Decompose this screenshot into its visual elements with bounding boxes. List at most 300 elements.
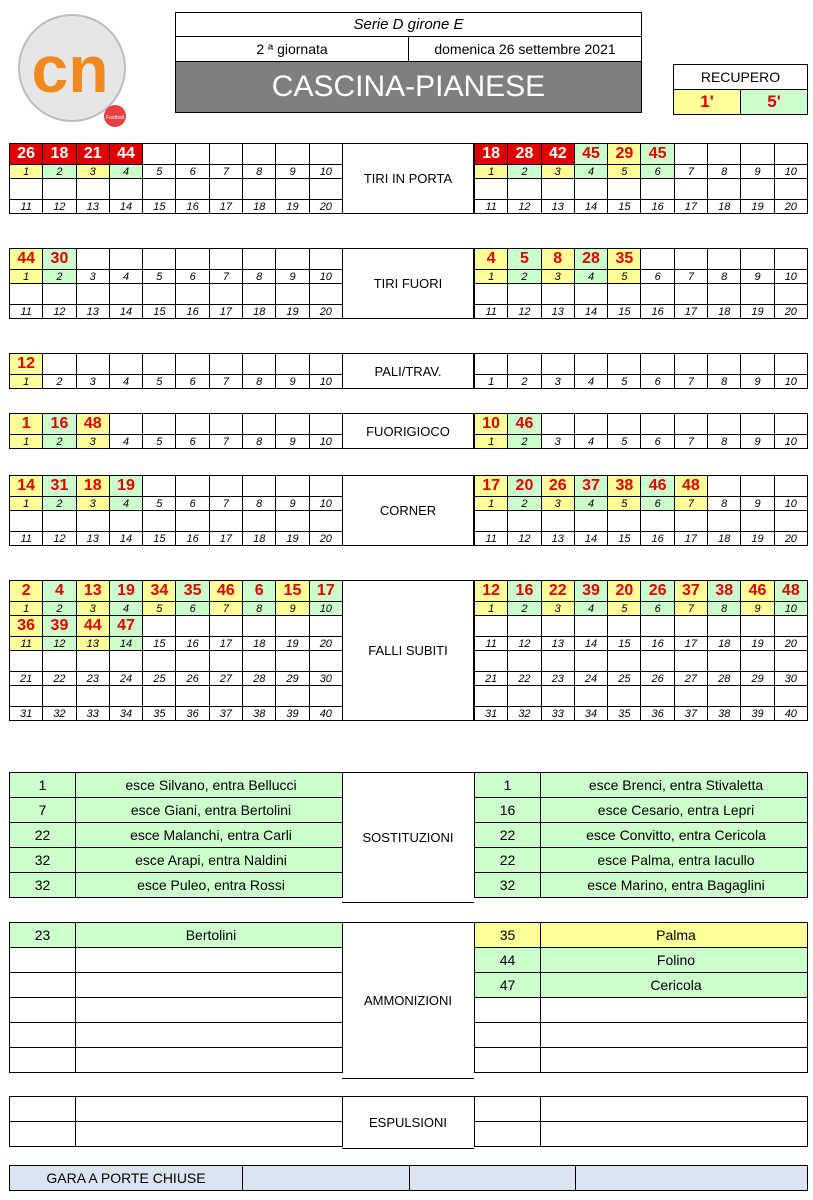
stat-value: 17 [309,581,342,602]
stat-index: 1 [475,165,508,179]
stat-value [608,651,641,672]
recupero-table [673,64,808,115]
stat-index: 22 [508,672,541,686]
competition: Serie D girone E [176,13,642,37]
stat-index: 35 [143,707,176,721]
ammonizioni-home [9,922,343,1073]
stat-value [176,511,209,532]
stat-value [508,651,541,672]
ammonizioni-block [9,922,807,1079]
stat-index: 5 [143,497,176,511]
stat-value: 28 [508,144,541,165]
stat-index: 11 [10,532,43,546]
stat-value [741,414,774,435]
stat-value: 46 [508,414,541,435]
stat-index: 21 [475,672,508,686]
stat-index: 7 [209,270,242,284]
stat-index: 16 [641,637,674,651]
stat-index: 6 [176,165,209,179]
stat-index: 10 [774,602,807,616]
stat-index: 21 [10,672,43,686]
stat-value [176,179,209,200]
stat-index: 1 [10,602,43,616]
stat-value [708,249,741,270]
stat-index: 1 [475,435,508,449]
stat-value [641,354,674,375]
stat-index: 6 [641,602,674,616]
recupero-first-half: 1' [674,90,741,115]
stat-value [143,476,176,497]
stat-index: 2 [43,602,76,616]
stat-value: 16 [508,581,541,602]
stat-value [76,284,109,305]
stat-index: 12 [43,532,76,546]
fuorigioco-away-grid [474,413,808,449]
stat-value [674,144,707,165]
stat-value: 10 [475,414,508,435]
stat-value [574,414,607,435]
stat-index: 4 [109,375,142,389]
recupero-second-half: 5' [741,90,808,115]
stat-value [109,354,142,375]
stat-index: 2 [508,497,541,511]
stat-value [243,651,276,672]
stat-value [574,179,607,200]
stat-index: 3 [76,497,109,511]
stat-index: 13 [76,305,109,319]
stat-value: 39 [574,581,607,602]
stat-index: 7 [209,602,242,616]
stat-index: 14 [574,637,607,651]
list-text: Cericola [541,973,808,998]
stat-index: 3 [76,165,109,179]
stat-index: 14 [574,532,607,546]
stat-index: 24 [109,672,142,686]
stat-value [276,179,309,200]
stat-value [309,354,342,375]
sostituzioni-block [9,772,807,904]
stat-value [209,511,242,532]
list-minute [10,998,76,1023]
stat-index: 18 [708,637,741,651]
stat-index: 26 [176,672,209,686]
stat-index: 11 [475,305,508,319]
list-text: Bertolini [76,923,343,948]
stat-value [43,284,76,305]
stat-value [608,179,641,200]
stat-value [43,354,76,375]
stat-value [574,284,607,305]
stat-index: 33 [541,707,574,721]
stat-index: 4 [574,375,607,389]
stat-index: 25 [608,672,641,686]
corner-away-grid [474,475,808,546]
stat-value: 20 [508,476,541,497]
stat-index: 10 [309,497,342,511]
stat-index: 30 [309,672,342,686]
stat-index: 16 [176,532,209,546]
stat-index: 10 [774,270,807,284]
stat-index: 20 [774,532,807,546]
stat-value [641,511,674,532]
stat-index: 33 [76,707,109,721]
stat-value [608,354,641,375]
stat-index: 12 [43,305,76,319]
stat-value [608,414,641,435]
stat-value [309,179,342,200]
stat-value: 12 [10,354,43,375]
stat-index: 2 [43,435,76,449]
stat-index: 19 [276,532,309,546]
stat-index: 39 [276,707,309,721]
espulsioni-label: ESPULSIONI [342,1096,474,1149]
stat-value [10,284,43,305]
stat-value [541,179,574,200]
stat-value [774,476,807,497]
stat-value [541,616,574,637]
stat-value [143,284,176,305]
stat-value: 4 [43,581,76,602]
stat-value: 37 [574,476,607,497]
stat-value: 42 [541,144,574,165]
match-title: CASCINA-PIANESE [176,62,642,113]
list-text [76,998,343,1023]
stat-index: 5 [608,602,641,616]
stat-value [508,354,541,375]
stat-value [209,249,242,270]
stat-value [276,616,309,637]
list-minute [10,1048,76,1073]
stat-index: 17 [674,532,707,546]
stat-index: 1 [475,270,508,284]
stat-index: 6 [641,165,674,179]
stat-index: 9 [741,165,774,179]
stat-value [176,414,209,435]
stat-value [243,249,276,270]
stat-index: 7 [674,270,707,284]
stat-index: 17 [209,637,242,651]
stat-index: 9 [741,435,774,449]
stat-value [243,616,276,637]
stat-index: 18 [708,305,741,319]
stat-value [774,179,807,200]
svg-text:cn: cn [31,32,109,106]
stat-index: 10 [309,435,342,449]
stat-index: 6 [176,602,209,616]
stat-value [76,249,109,270]
stat-index: 11 [475,637,508,651]
stat-value: 45 [641,144,674,165]
stat-index: 3 [76,270,109,284]
match-date: domenica 26 settembre 2021 [409,37,642,62]
stat-value [309,414,342,435]
stat-value [76,511,109,532]
stat-value: 16 [43,414,76,435]
stat-index: 19 [741,532,774,546]
stat-value [741,354,774,375]
list-text [76,948,343,973]
stat-index: 1 [10,165,43,179]
stat-index: 27 [674,672,707,686]
stat-value [774,414,807,435]
stat-index: 6 [176,375,209,389]
stat-value [774,686,807,707]
stat-index: 10 [774,497,807,511]
stat-value [309,476,342,497]
stat-index: 12 [43,200,76,214]
list-text [76,1023,343,1048]
footer-note: GARA A PORTE CHIUSE [10,1166,243,1191]
stat-index: 10 [309,270,342,284]
list-minute: 32 [10,873,76,898]
stat-index: 14 [109,305,142,319]
stat-value [674,354,707,375]
stat-value [541,686,574,707]
stat-value [475,651,508,672]
stat-value: 14 [10,476,43,497]
list-minute [10,1023,76,1048]
stat-index: 1 [10,270,43,284]
stat-index: 8 [708,602,741,616]
list-text: esce Malanchi, entra Carli [76,823,343,848]
stat-index: 13 [76,200,109,214]
stat-value: 35 [176,581,209,602]
stat-index: 31 [10,707,43,721]
list-minute [10,948,76,973]
stat-index: 5 [143,375,176,389]
stat-value [309,284,342,305]
stat-index: 7 [674,497,707,511]
logo-icon [10,12,135,130]
header-table [175,12,642,113]
stat-value: 44 [109,144,142,165]
stat-index: 20 [309,200,342,214]
stat-index: 4 [109,435,142,449]
list-minute: 7 [10,798,76,823]
stat-value [475,616,508,637]
stat-index: 10 [309,375,342,389]
stat-index: 30 [774,672,807,686]
list-text: esce Giani, entra Bertolini [76,798,343,823]
stat-value [176,616,209,637]
sostituzioni-home [9,772,343,898]
sostituzioni-label: SOSTITUZIONI [342,772,474,903]
stat-index: 15 [143,305,176,319]
stat-value [508,284,541,305]
stat-index: 20 [774,305,807,319]
stat-index: 12 [508,532,541,546]
stat-index: 14 [574,200,607,214]
stat-value [708,511,741,532]
stat-index: 5 [143,165,176,179]
stat-value [176,686,209,707]
stat-index: 34 [109,707,142,721]
stat-value [109,414,142,435]
recupero-label: RECUPERO [674,65,808,90]
stat-index: 40 [774,707,807,721]
list-minute [475,1048,541,1073]
stat-value [176,476,209,497]
svg-text:Football: Football [106,115,124,121]
stat-index: 6 [641,497,674,511]
stat-index: 9 [741,497,774,511]
stat-value [475,354,508,375]
stat-value [76,651,109,672]
stat-value: 8 [541,249,574,270]
stat-index: 18 [708,200,741,214]
stat-value [76,354,109,375]
stat-value: 26 [10,144,43,165]
tiri-in-porta-home-grid [9,143,343,214]
stat-index: 5 [608,497,641,511]
stat-value [76,686,109,707]
stat-index: 15 [608,532,641,546]
stat-value [708,414,741,435]
stat-index: 11 [10,200,43,214]
stat-value [774,354,807,375]
stat-index: 16 [176,305,209,319]
stat-value: 18 [475,144,508,165]
stat-index: 23 [541,672,574,686]
stat-index: 29 [276,672,309,686]
stat-index: 13 [541,200,574,214]
stat-index: 17 [674,305,707,319]
stat-index: 18 [243,637,276,651]
list-text: esce Palma, entra Iacullo [541,848,808,873]
falli-home-grid [9,580,343,721]
stat-value: 44 [76,616,109,637]
stat-index: 3 [541,497,574,511]
stat-index: 36 [176,707,209,721]
stat-value [243,179,276,200]
list-minute: 32 [475,873,541,898]
stat-value [76,179,109,200]
stat-index: 9 [276,165,309,179]
stat-index: 4 [109,602,142,616]
stat-value [641,284,674,305]
stat-value [309,651,342,672]
stat-value [774,616,807,637]
stat-value [608,616,641,637]
list-text: esce Puleo, entra Rossi [76,873,343,898]
stat-index: 10 [774,375,807,389]
stat-value [243,511,276,532]
stat-index: 27 [209,672,242,686]
stat-index: 8 [243,375,276,389]
stat-index: 7 [674,375,707,389]
stat-index: 16 [176,200,209,214]
stat-index: 4 [109,165,142,179]
stat-index: 3 [76,375,109,389]
stat-index: 17 [209,305,242,319]
list-text: esce Convitto, entra Cericola [541,823,808,848]
stat-value [209,179,242,200]
stat-value [109,284,142,305]
stat-value [43,651,76,672]
stat-index: 4 [574,270,607,284]
stat-value: 38 [708,581,741,602]
stat-index: 4 [574,165,607,179]
stat-index: 18 [243,532,276,546]
list-text [541,1023,808,1048]
stat-value [708,616,741,637]
list-text: esce Cesario, entra Lepri [541,798,808,823]
stat-index: 5 [608,165,641,179]
stat-index: 9 [276,270,309,284]
stat-index: 19 [741,637,774,651]
stat-value [276,651,309,672]
stat-value [708,476,741,497]
stat-index: 6 [641,435,674,449]
stat-index: 3 [76,435,109,449]
stat-value [774,284,807,305]
stat-index: 3 [76,602,109,616]
stat-value: 31 [43,476,76,497]
stat-value [708,354,741,375]
stat-index: 7 [674,165,707,179]
stat-index: 3 [541,165,574,179]
stat-index: 20 [774,200,807,214]
stat-index: 24 [574,672,607,686]
stat-index: 10 [309,602,342,616]
stat-value [209,476,242,497]
stat-value [641,179,674,200]
stat-index: 4 [109,270,142,284]
tiri-fuori-away-grid [474,248,808,319]
stat-value: 48 [774,581,807,602]
stat-value [143,651,176,672]
stat-value [574,354,607,375]
list-text: esce Silvano, entra Bellucci [76,773,343,798]
stat-value [708,651,741,672]
tiri-in-porta-away-grid [474,143,808,214]
stat-index: 7 [209,375,242,389]
stat-index: 8 [708,270,741,284]
stat-index: 19 [276,637,309,651]
stat-value: 19 [109,581,142,602]
round: 2 ª giornata [176,37,409,62]
stat-value [674,511,707,532]
stat-value: 48 [76,414,109,435]
stat-value [674,414,707,435]
stat-value [741,616,774,637]
stat-index: 11 [475,200,508,214]
stat-value [176,284,209,305]
stat-value: 21 [76,144,109,165]
stat-value [774,511,807,532]
stat-index: 36 [641,707,674,721]
stat-index: 4 [574,602,607,616]
stat-value [209,686,242,707]
list-text: Palma [541,923,808,948]
stat-index: 1 [475,497,508,511]
stat-value [309,249,342,270]
stat-value [109,511,142,532]
pali-label: PALI/TRAV. [342,353,474,389]
stat-index: 6 [176,270,209,284]
stat-value: 12 [475,581,508,602]
stat-index: 8 [708,375,741,389]
stat-value [143,144,176,165]
stat-index: 11 [10,637,43,651]
stat-value [143,511,176,532]
stat-value [109,686,142,707]
stat-value [574,511,607,532]
stat-index: 19 [741,305,774,319]
stat-value [508,616,541,637]
stat-value [475,179,508,200]
stat-value [243,354,276,375]
